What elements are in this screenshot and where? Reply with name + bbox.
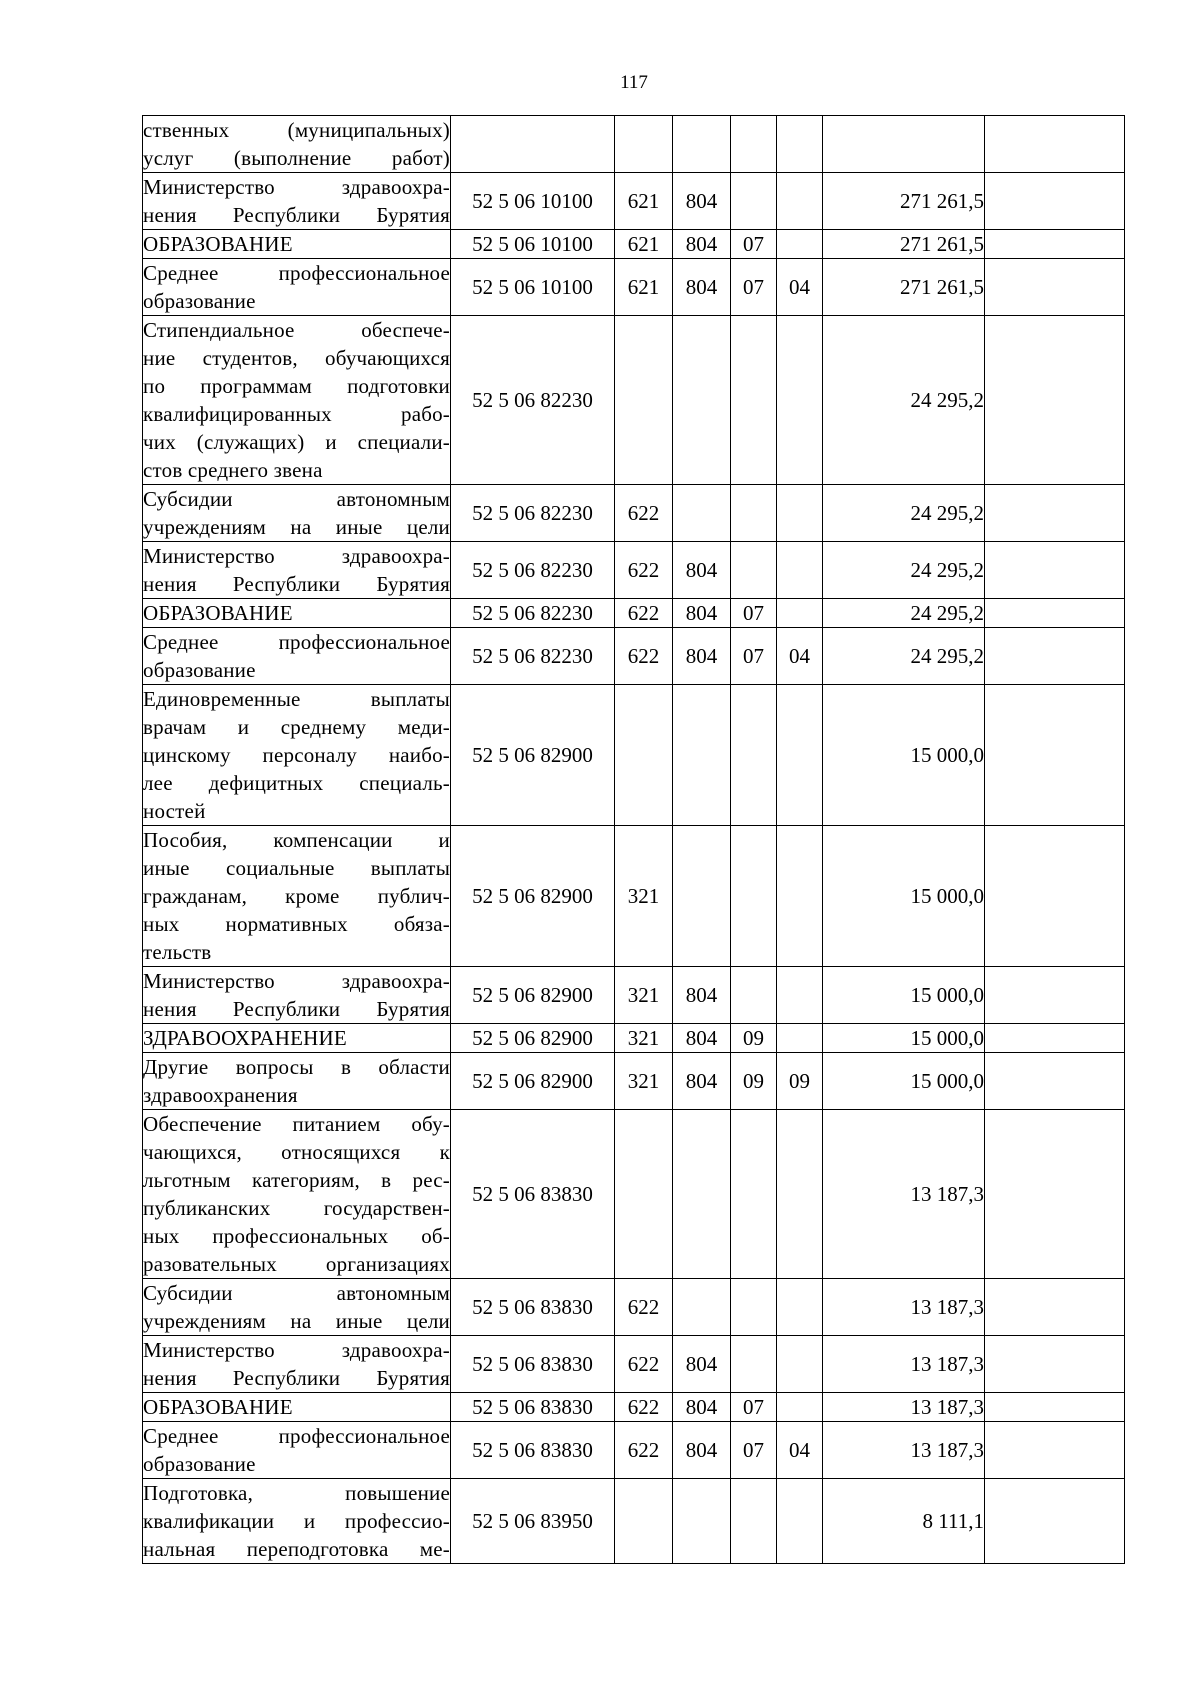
item-name-line: образование (143, 289, 256, 313)
target-article-code-cell: 52 5 06 10100 (451, 173, 615, 230)
item-name-line: ние студентов, обучающихся (143, 346, 450, 370)
item-name-line: ственных (муниципальных) (143, 118, 450, 142)
item-name-line: чих (служащих) и специали- (143, 430, 450, 454)
target-article-code-cell: 52 5 06 82900 (451, 1053, 615, 1110)
ministry-code-cell (673, 1279, 731, 1336)
item-name-line: тельств (143, 940, 212, 964)
amount-cell: 24 295,2 (823, 599, 985, 628)
item-name-line: учреждениям на иные цели (143, 1309, 450, 1333)
empty-cell (985, 826, 1125, 967)
table-row (143, 1024, 1125, 1053)
item-name-line: лее дефицитных специаль- (143, 771, 450, 795)
item-name-line: чающихся, относящихся к (143, 1140, 450, 1164)
amount-cell: 15 000,0 (823, 967, 985, 1024)
expense-type-cell: 622 (615, 628, 673, 685)
item-name-line: Министерство здравоохра- (143, 1338, 450, 1362)
item-name-line: нения Республики Бурятия (143, 997, 450, 1021)
item-name-line: Среднее профессиональное (143, 261, 450, 285)
expense-type-cell: 621 (615, 173, 673, 230)
target-article-code-cell: 52 5 06 82230 (451, 628, 615, 685)
item-name-line: Обеспечение питанием обу- (143, 1112, 450, 1136)
table-row (143, 599, 1125, 628)
page-number: 117 (620, 72, 648, 93)
expense-type-cell (615, 1110, 673, 1279)
table-row (143, 685, 1125, 826)
subsection-code-cell: 04 (777, 628, 823, 685)
target-article-code-cell: 52 5 06 83830 (451, 1393, 615, 1422)
empty-cell (985, 542, 1125, 599)
section-code-cell (731, 967, 777, 1024)
item-name-cell (143, 1024, 451, 1053)
item-name-line: учреждениям на иные цели (143, 515, 450, 539)
ministry-code-cell (673, 485, 731, 542)
ministry-code-cell: 804 (673, 1053, 731, 1110)
item-name-line: по программам подготовки (143, 374, 450, 398)
table-row (143, 259, 1125, 316)
expense-type-cell: 621 (615, 259, 673, 316)
table-row (143, 1053, 1125, 1110)
expense-type-cell: 622 (615, 1279, 673, 1336)
budget-table (142, 115, 1125, 1564)
table-row (143, 1279, 1125, 1336)
item-name-line: ОБРАЗОВАНИЕ (143, 601, 293, 625)
empty-cell (985, 259, 1125, 316)
expense-type-cell (615, 685, 673, 826)
budget-table-body (143, 116, 1125, 1564)
section-code-cell (731, 316, 777, 485)
section-code-cell (731, 542, 777, 599)
table-row (143, 1393, 1125, 1422)
target-article-code-cell: 52 5 06 82900 (451, 685, 615, 826)
item-name-cell (143, 116, 451, 173)
item-name-line: врачам и среднему меди- (143, 715, 450, 739)
ministry-code-cell: 804 (673, 1422, 731, 1479)
expense-type-cell: 321 (615, 1024, 673, 1053)
section-code-cell (731, 1279, 777, 1336)
item-name-line: нения Республики Бурятия (143, 572, 450, 596)
item-name-line: ных профессиональных об- (143, 1224, 450, 1248)
item-name-line: здравоохранения (143, 1083, 298, 1107)
item-name-cell (143, 1279, 451, 1336)
subsection-code-cell (777, 1336, 823, 1393)
table-row (143, 173, 1125, 230)
target-article-code-cell: 52 5 06 83830 (451, 1336, 615, 1393)
amount-cell: 15 000,0 (823, 1024, 985, 1053)
item-name-line: стов среднего звена (143, 458, 323, 482)
amount-cell: 271 261,5 (823, 230, 985, 259)
section-code-cell: 09 (731, 1053, 777, 1110)
subsection-code-cell (777, 1110, 823, 1279)
section-code-cell: 07 (731, 1393, 777, 1422)
item-name-cell (143, 542, 451, 599)
table-row (143, 116, 1125, 173)
item-name-cell (143, 316, 451, 485)
empty-cell (985, 1110, 1125, 1279)
subsection-code-cell (777, 826, 823, 967)
expense-type-cell: 622 (615, 1393, 673, 1422)
ministry-code-cell: 804 (673, 1024, 731, 1053)
section-code-cell: 07 (731, 599, 777, 628)
amount-cell: 13 187,3 (823, 1393, 985, 1422)
table-row (143, 1336, 1125, 1393)
item-name-cell (143, 1053, 451, 1110)
ministry-code-cell: 804 (673, 1393, 731, 1422)
item-name-line: Другие вопросы в области (143, 1055, 450, 1079)
amount-cell: 24 295,2 (823, 485, 985, 542)
target-article-code-cell: 52 5 06 82230 (451, 316, 615, 485)
amount-cell: 15 000,0 (823, 1053, 985, 1110)
empty-cell (985, 599, 1125, 628)
amount-cell: 271 261,5 (823, 259, 985, 316)
item-name-cell (143, 599, 451, 628)
amount-cell: 271 261,5 (823, 173, 985, 230)
ministry-code-cell (673, 685, 731, 826)
ministry-code-cell: 804 (673, 967, 731, 1024)
section-code-cell (731, 485, 777, 542)
section-code-cell: 09 (731, 1024, 777, 1053)
item-name-line: квалифицированных рабо- (143, 402, 450, 426)
amount-cell (823, 116, 985, 173)
target-article-code-cell: 52 5 06 83830 (451, 1110, 615, 1279)
target-article-code-cell: 52 5 06 83830 (451, 1422, 615, 1479)
item-name-line: Среднее профессиональное (143, 630, 450, 654)
subsection-code-cell (777, 967, 823, 1024)
expense-type-cell: 621 (615, 230, 673, 259)
table-row (143, 1110, 1125, 1279)
expense-type-cell: 622 (615, 1422, 673, 1479)
subsection-code-cell (777, 1024, 823, 1053)
item-name-cell (143, 1336, 451, 1393)
item-name-line: Среднее профессиональное (143, 1424, 450, 1448)
ministry-code-cell (673, 826, 731, 967)
item-name-line: образование (143, 1452, 256, 1476)
target-article-code-cell: 52 5 06 82230 (451, 599, 615, 628)
item-name-cell (143, 628, 451, 685)
target-article-code-cell (451, 116, 615, 173)
section-code-cell: 07 (731, 628, 777, 685)
target-article-code-cell: 52 5 06 82900 (451, 967, 615, 1024)
item-name-line: услуг (выполнение работ) (143, 146, 450, 170)
ministry-code-cell (673, 116, 731, 173)
target-article-code-cell: 52 5 06 82900 (451, 1024, 615, 1053)
subsection-code-cell (777, 173, 823, 230)
ministry-code-cell (673, 1479, 731, 1564)
subsection-code-cell (777, 542, 823, 599)
section-code-cell (731, 173, 777, 230)
expense-type-cell: 321 (615, 967, 673, 1024)
item-name-line: Субсидии автономным (143, 487, 450, 511)
table-row (143, 967, 1125, 1024)
ministry-code-cell: 804 (673, 173, 731, 230)
item-name-line: Министерство здравоохра- (143, 544, 450, 568)
table-row (143, 485, 1125, 542)
expense-type-cell: 321 (615, 826, 673, 967)
item-name-line: Субсидии автономным (143, 1281, 450, 1305)
item-name-line: Министерство здравоохра- (143, 969, 450, 993)
expense-type-cell: 622 (615, 485, 673, 542)
item-name-line: публиканских государствен- (143, 1196, 450, 1220)
expense-type-cell (615, 316, 673, 485)
item-name-line: нальная переподготовка ме- (143, 1537, 450, 1561)
target-article-code-cell: 52 5 06 83830 (451, 1279, 615, 1336)
item-name-cell (143, 826, 451, 967)
empty-cell (985, 1279, 1125, 1336)
target-article-code-cell: 52 5 06 10100 (451, 230, 615, 259)
ministry-code-cell (673, 316, 731, 485)
item-name-line: иные социальные выплаты (143, 856, 450, 880)
empty-cell (985, 1336, 1125, 1393)
table-row (143, 628, 1125, 685)
expense-type-cell (615, 116, 673, 173)
target-article-code-cell: 52 5 06 82230 (451, 542, 615, 599)
empty-cell (985, 230, 1125, 259)
item-name-cell (143, 1393, 451, 1422)
subsection-code-cell (777, 316, 823, 485)
section-code-cell (731, 1479, 777, 1564)
item-name-line: ных нормативных обяза- (143, 912, 450, 936)
target-article-code-cell: 52 5 06 10100 (451, 259, 615, 316)
ministry-code-cell: 804 (673, 599, 731, 628)
subsection-code-cell (777, 116, 823, 173)
empty-cell (985, 116, 1125, 173)
item-name-cell (143, 485, 451, 542)
subsection-code-cell (777, 1393, 823, 1422)
item-name-cell (143, 259, 451, 316)
empty-cell (985, 485, 1125, 542)
amount-cell: 13 187,3 (823, 1110, 985, 1279)
item-name-cell (143, 967, 451, 1024)
section-code-cell (731, 1110, 777, 1279)
item-name-line: цинскому персоналу наибо- (143, 743, 450, 767)
subsection-code-cell (777, 599, 823, 628)
amount-cell: 24 295,2 (823, 316, 985, 485)
target-article-code-cell: 52 5 06 82230 (451, 485, 615, 542)
item-name-line: Пособия, компенсации и (143, 828, 450, 852)
subsection-code-cell: 09 (777, 1053, 823, 1110)
subsection-code-cell (777, 230, 823, 259)
subsection-code-cell: 04 (777, 259, 823, 316)
item-name-line: образование (143, 658, 256, 682)
amount-cell: 15 000,0 (823, 826, 985, 967)
empty-cell (985, 1393, 1125, 1422)
amount-cell: 15 000,0 (823, 685, 985, 826)
amount-cell: 8 111,1 (823, 1479, 985, 1564)
empty-cell (985, 967, 1125, 1024)
table-row (143, 1479, 1125, 1564)
amount-cell: 13 187,3 (823, 1336, 985, 1393)
section-code-cell (731, 685, 777, 826)
ministry-code-cell: 804 (673, 628, 731, 685)
subsection-code-cell (777, 1479, 823, 1564)
empty-cell (985, 316, 1125, 485)
amount-cell: 13 187,3 (823, 1279, 985, 1336)
section-code-cell (731, 1336, 777, 1393)
item-name-line: нения Республики Бурятия (143, 1366, 450, 1390)
table-row (143, 542, 1125, 599)
ministry-code-cell: 804 (673, 259, 731, 316)
section-code-cell (731, 826, 777, 967)
amount-cell: 24 295,2 (823, 628, 985, 685)
amount-cell: 13 187,3 (823, 1422, 985, 1479)
item-name-line: льготным категориям, в рес- (143, 1168, 450, 1192)
ministry-code-cell: 804 (673, 1336, 731, 1393)
table-row (143, 826, 1125, 967)
section-code-cell: 07 (731, 259, 777, 316)
empty-cell (985, 685, 1125, 826)
target-article-code-cell: 52 5 06 83950 (451, 1479, 615, 1564)
section-code-cell: 07 (731, 230, 777, 259)
expense-type-cell: 321 (615, 1053, 673, 1110)
expense-type-cell: 622 (615, 542, 673, 599)
item-name-line: нения Республики Бурятия (143, 203, 450, 227)
subsection-code-cell: 04 (777, 1422, 823, 1479)
section-code-cell (731, 116, 777, 173)
item-name-line: разовательных организациях (143, 1252, 450, 1276)
empty-cell (985, 1422, 1125, 1479)
item-name-line: ОБРАЗОВАНИЕ (143, 232, 293, 256)
item-name-line: гражданам, кроме публич- (143, 884, 450, 908)
ministry-code-cell: 804 (673, 230, 731, 259)
amount-cell: 24 295,2 (823, 542, 985, 599)
item-name-line: Стипендиальное обеспече- (143, 318, 450, 342)
empty-cell (985, 1479, 1125, 1564)
item-name-line: ностей (143, 799, 206, 823)
expense-type-cell (615, 1479, 673, 1564)
item-name-line: Единовременные выплаты (143, 687, 450, 711)
ministry-code-cell: 804 (673, 542, 731, 599)
section-code-cell: 07 (731, 1422, 777, 1479)
item-name-line: квалификации и профессио- (143, 1509, 450, 1533)
item-name-cell (143, 1110, 451, 1279)
item-name-cell (143, 1479, 451, 1564)
item-name-cell (143, 173, 451, 230)
subsection-code-cell (777, 485, 823, 542)
table-row (143, 316, 1125, 485)
table-row (143, 230, 1125, 259)
target-article-code-cell: 52 5 06 82900 (451, 826, 615, 967)
item-name-line: ОБРАЗОВАНИЕ (143, 1395, 293, 1419)
expense-type-cell: 622 (615, 599, 673, 628)
item-name-line: ЗДРАВООХРАНЕНИЕ (143, 1026, 347, 1050)
item-name-line: Министерство здравоохра- (143, 175, 450, 199)
subsection-code-cell (777, 1279, 823, 1336)
empty-cell (985, 173, 1125, 230)
expense-type-cell: 622 (615, 1336, 673, 1393)
empty-cell (985, 628, 1125, 685)
item-name-line: Подготовка, повышение (143, 1481, 450, 1505)
item-name-cell (143, 1422, 451, 1479)
ministry-code-cell (673, 1110, 731, 1279)
item-name-cell (143, 230, 451, 259)
item-name-cell (143, 685, 451, 826)
empty-cell (985, 1053, 1125, 1110)
empty-cell (985, 1024, 1125, 1053)
subsection-code-cell (777, 685, 823, 826)
table-row (143, 1422, 1125, 1479)
